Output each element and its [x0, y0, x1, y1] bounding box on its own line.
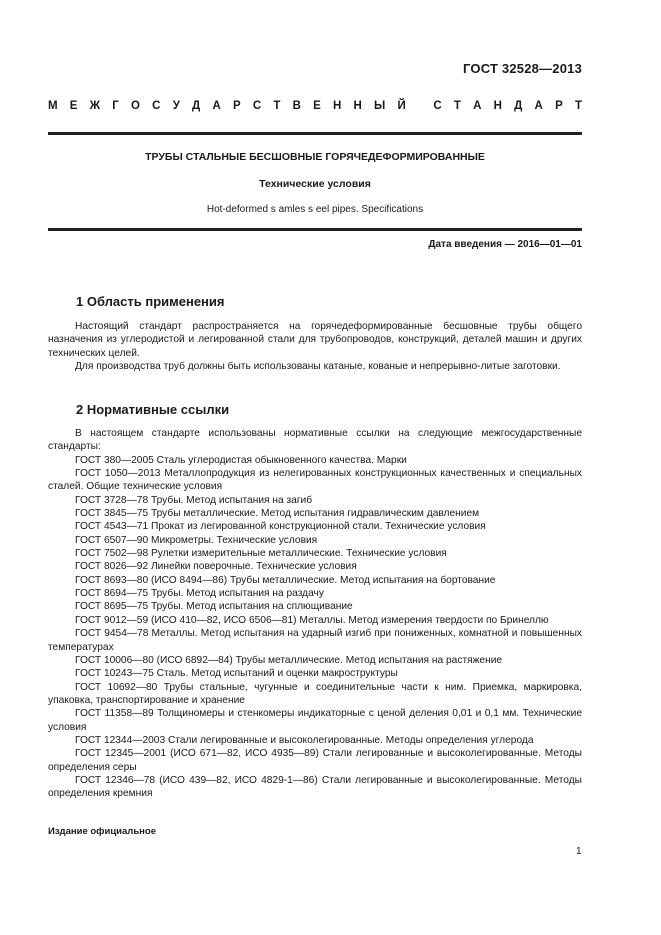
section-2-body	[48, 427, 582, 801]
paragraph: В настоящем стандарте использованы нормативные ссылки на следующие межгосударственные стандарты:	[48, 428, 582, 453]
standard-code: ГОСТ 32528—2013	[463, 61, 582, 76]
banner-letter: В	[292, 100, 301, 112]
paragraph: Настоящий стандарт распространяется на горячедеформированные бесшовные трубы общего назначения из углеродистой и легированной стали для трубопроводов, конструкций, деталей машин и других технических целей.	[48, 321, 582, 359]
document-title: ТРУБЫ СТАЛЬНЫЕ БЕСШОВНЫЕ ГОРЯЧЕДЕФОРМИРОВАННЫЕ	[145, 151, 485, 163]
banner-letter: Д	[192, 100, 201, 112]
banner-letter: У	[172, 100, 180, 112]
banner-letter: Р	[232, 100, 241, 112]
banner-letter: А	[473, 100, 482, 112]
banner-letter: А	[534, 100, 543, 112]
banner-letter: Е	[313, 100, 321, 112]
reference-item: ГОСТ 7502—98 Рулетки измерительные металлические. Технические условия	[75, 548, 447, 560]
banner-letter: Й	[397, 100, 406, 112]
reference-item: ГОСТ 9454—78 Металлы. Метод испытания на ударный изгиб при пониженных, комнатной и повышенных температурах	[48, 628, 582, 653]
reference-item: ГОСТ 8694—75 Трубы. Метод испытания на раздачу	[75, 588, 324, 600]
banner-letter: Ы	[374, 100, 386, 112]
title-divider	[48, 228, 582, 231]
introduction-date: Дата введения — 2016—01—01	[428, 239, 582, 250]
section-2-heading: 2 Нормативные ссылки	[76, 402, 230, 417]
banner-gap	[418, 100, 421, 112]
banner-letter: Р	[555, 100, 563, 112]
top-divider	[48, 132, 582, 135]
reference-item: ГОСТ 8695—75 Трубы. Метод испытания на сплющивание	[75, 601, 353, 613]
banner-letter: Т	[273, 100, 281, 112]
banner-letter: Н	[353, 100, 362, 112]
reference-item: ГОСТ 11358—89 Толщиномеры и стенкомеры индикаторные с ценой деления 0,01 и 0,1 мм. Технические условия	[48, 708, 582, 733]
banner-letter: О	[131, 100, 140, 112]
banner-letter: Т	[574, 100, 582, 112]
reference-item: ГОСТ 1050—2013 Металлопродукция из нелегированных конструкционных качественных и специальных сталей. Общие технические условия	[48, 468, 582, 493]
banner-letter: С	[252, 100, 262, 112]
reference-item: ГОСТ 12346—78 (ИСО 439—82, ИСО 4829-1—86) Стали легированные и высоколегированные. Методы определения кремния	[48, 774, 582, 800]
banner-letter: Г	[112, 100, 119, 112]
english-title: Hot-deformed s amles s eel pipes. Specifications	[206, 204, 424, 215]
banner-letter: С	[152, 100, 161, 112]
page-number: 1	[576, 846, 582, 857]
reference-item: ГОСТ 3845—75 Трубы металлические. Метод испытания гидравлическим давлением	[75, 508, 480, 520]
official-edition-label: Издание официальное	[48, 826, 156, 837]
reference-item: ГОСТ 12344—2003 Стали легированные и высоколегированные. Методы определения углерода	[75, 734, 534, 746]
reference-item: ГОСТ 12345—2001 (ИСО 671—82, ИСО 4935—89) Стали легированные и высоколегированные. Методы определения серы	[48, 748, 582, 773]
reference-item: ГОСТ 8693—80 (ИСО 8494—86) Трубы металлические. Метод испытания на бортование	[75, 574, 496, 586]
document-subtitle: Технические условия	[259, 178, 371, 190]
paragraph: Для производства труб должны быть использованы катаные, кованые и непрерывно-литые заготовки.	[75, 361, 561, 373]
reference-item: ГОСТ 10006—80 (ИСО 6892—84) Трубы металлические. Метод испытания на растяжение	[75, 654, 503, 666]
reference-item: ГОСТ 10692—80 Трубы стальные, чугунные и соединительные части к ним. Приемка, маркировка, упаковка, транспортирование и хранение	[48, 681, 582, 706]
banner-letter: Т	[453, 100, 461, 112]
reference-item: ГОСТ 6507—90 Микрометры. Технические условия	[75, 534, 318, 546]
banner-letter: Д	[514, 100, 523, 112]
reference-item: ГОСТ 3728—78 Трубы. Метод испытания на загиб	[75, 494, 313, 506]
interstate-standard-banner	[48, 100, 582, 112]
section-1-heading: 1 Область применения	[76, 294, 225, 309]
banner-letter: М	[48, 100, 58, 112]
section-1-body	[48, 320, 582, 373]
banner-letter: Н	[493, 100, 502, 112]
reference-item: ГОСТ 10243—75 Сталь. Метод испытаний и оценки макроструктуры	[75, 668, 398, 680]
banner-letter: С	[433, 100, 442, 112]
reference-item: ГОСТ 9012—59 (ИСО 410—82, ИСО 6506—81) Металлы. Метод измерения твердости по Бринеллю	[75, 614, 549, 626]
reference-item: ГОСТ 4543—71 Прокат из легированной конструкционной стали. Технические условия	[75, 521, 486, 533]
banner-letter: А	[212, 100, 221, 112]
reference-item: ГОСТ 8026—92 Линейки поверочные. Технические условия	[75, 561, 357, 573]
banner-letter: Ж	[89, 100, 101, 112]
reference-item: ГОСТ 380—2005 Сталь углеродистая обыкновенного качества. Марки	[75, 454, 407, 466]
banner-letter: Н	[332, 100, 342, 112]
banner-letter: Е	[69, 100, 78, 112]
